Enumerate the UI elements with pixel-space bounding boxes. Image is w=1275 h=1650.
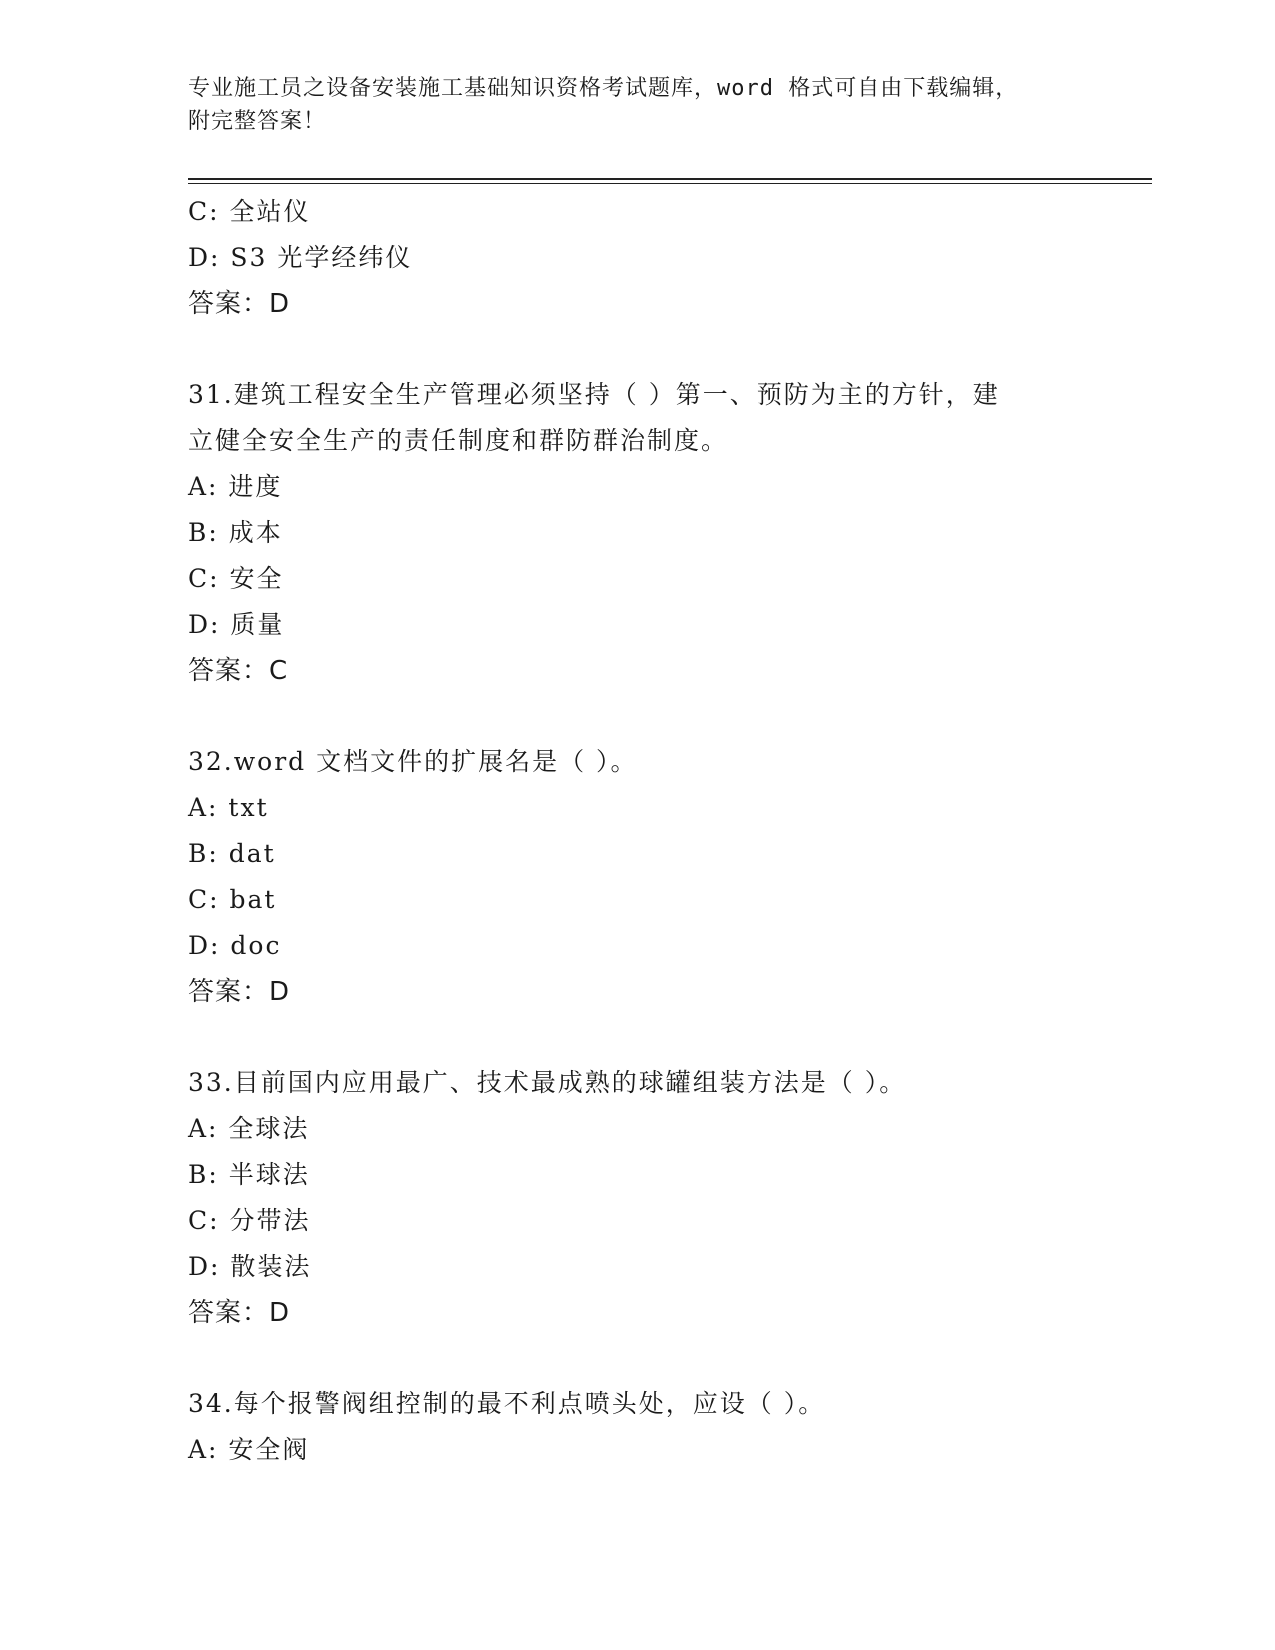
option-d: D: S3 光学经纬仪	[188, 243, 413, 272]
question-34	[188, 1381, 1152, 1473]
question-31	[188, 372, 1152, 694]
document-header	[188, 72, 1088, 138]
option-d: D: 散装法	[188, 1252, 312, 1281]
option-c: C: 安全	[188, 564, 284, 593]
spacer	[188, 1336, 1152, 1381]
option-b: B: dat	[188, 839, 276, 868]
answer: 答案：D	[188, 977, 291, 1007]
option-a: A: 全球法	[188, 1114, 310, 1143]
option-a: A: 安全阀	[188, 1435, 310, 1464]
option-d: D: doc	[188, 931, 282, 960]
header-divider-thin	[188, 183, 1152, 184]
spacer	[188, 694, 1152, 739]
question-list	[188, 189, 1152, 1473]
option-a: A: 进度	[188, 472, 283, 501]
question-stem: 34.每个报警阀组控制的最不利点喷头处，应设（ ）。	[188, 1389, 826, 1418]
header-line-2: 附完整答案！	[188, 109, 327, 134]
answer: 答案：D	[188, 289, 291, 319]
question-stem-continued: 立健全安全生产的责任制度和群防群治制度。	[188, 426, 729, 455]
option-d: D: 质量	[188, 610, 285, 639]
question-30-tail	[188, 189, 1152, 327]
spacer	[188, 327, 1152, 372]
header-divider-thick	[188, 178, 1152, 180]
option-b: B: 半球法	[188, 1160, 310, 1189]
option-b: B: 成本	[188, 518, 283, 547]
question-stem: 31.建筑工程安全生产管理必须坚持（ ）第一、预防为主的方针，建	[188, 380, 1000, 409]
option-c: C: 分带法	[188, 1206, 311, 1235]
option-c: C: bat	[188, 885, 277, 914]
question-stem: 32.word 文档文件的扩展名是（ ）。	[188, 747, 638, 776]
spacer	[188, 1015, 1152, 1060]
question-stem: 33.目前国内应用最广、技术最成熟的球罐组装方法是（ ）。	[188, 1068, 907, 1097]
question-32	[188, 739, 1152, 1015]
option-a: A: txt	[188, 793, 269, 822]
answer: 答案：D	[188, 1298, 291, 1328]
header-line-1: 专业施工员之设备安装施工基础知识资格考试题库，word 格式可自由下载编辑，	[188, 76, 1019, 101]
answer: 答案：C	[188, 656, 289, 686]
option-c: C: 全站仪	[188, 197, 311, 226]
question-33	[188, 1060, 1152, 1336]
